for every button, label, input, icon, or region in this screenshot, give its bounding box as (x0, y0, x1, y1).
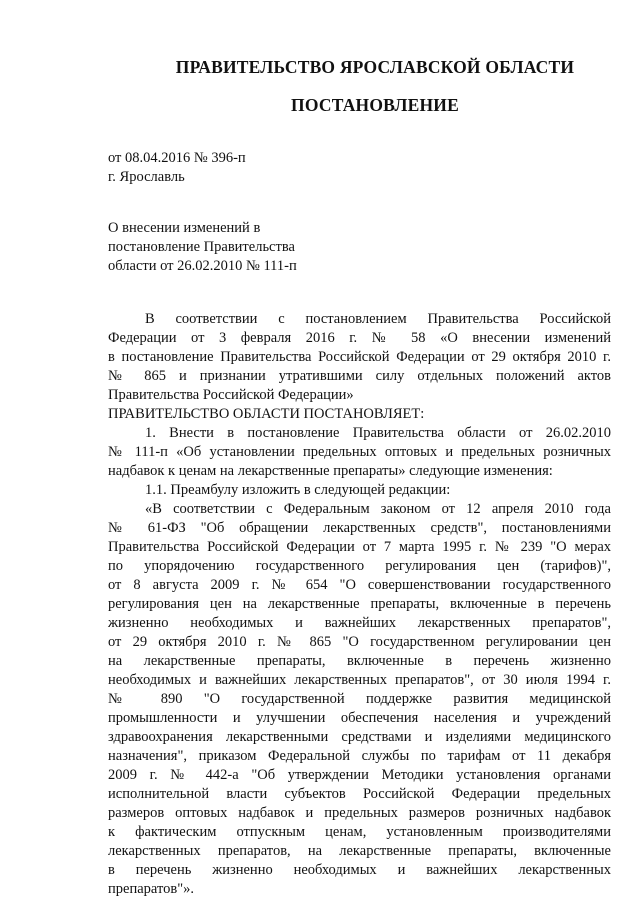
body-line: № 61-ФЗ "Об обращении лекарственных средств", постановлениями (108, 520, 611, 536)
document-type-title: ПОСТАНОВЛЕНИЕ (291, 95, 459, 115)
body-line: Федерации от 3 февраля 2016 г. № 58 «О внесении изменений (108, 330, 611, 346)
body-line: лекарственных препаратов, на лекарственные препараты, включенные (108, 843, 611, 859)
body-line: к фактическим отпускным ценам, установленным производителями (108, 824, 611, 840)
body-line: исполнительной власти субъектов Российской Федерации предельных (108, 786, 611, 802)
body-line: в перечень жизненно необходимых и важнейших лекарственных (108, 862, 611, 878)
body-line: № 865 и признании утратившими силу отдельных положений актов (108, 368, 611, 384)
body-line: в постановление Правительства Российской Федерации от 29 октября 2010 г. (108, 349, 611, 365)
body-line: В соответствии с постановлением Правительства Российской (145, 311, 611, 327)
subject-line: области от 26.02.2010 № 111-п (108, 258, 297, 274)
resolves-heading: ПРАВИТЕЛЬСТВО ОБЛАСТИ ПОСТАНОВЛЯЕТ: (108, 406, 425, 422)
body-line: 2009 г. № 442-а "Об утверждении Методики установления органами (108, 767, 611, 783)
subject-line: О внесении изменений в (108, 220, 261, 236)
document-city: г. Ярославль (108, 169, 185, 185)
body-line: назначения", приказом Федеральной службы по тарифам от 11 декабря (108, 748, 611, 764)
body-line: Правительства Российской Федерации» (108, 387, 354, 403)
body-line: препаратов"». (108, 881, 194, 897)
body-line: здравоохранения лекарственными средствами и изделиями медицинского (108, 729, 611, 745)
body-line: размеров оптовых надбавок и предельных размеров розничных надбавок (108, 805, 611, 821)
body-line: жизненно необходимых и важнейших лекарственных препаратов", (108, 615, 611, 631)
body-line: от 29 октября 2010 г. № 865 "О государственном регулировании цен (108, 634, 611, 650)
body-line: надбавок к ценам на лекарственные препараты» следующие изменения: (108, 463, 553, 479)
body-line: от 8 августа 2009 г. № 654 "О совершенствовании государственного (108, 577, 611, 593)
body-line: Правительства Российской Федерации от 7 марта 1995 г. № 239 "О мерах (108, 539, 611, 555)
body-line: по упорядочению государственного регулирования цен (тарифов)", (108, 558, 611, 574)
body-line: «В соответствии с Федеральным законом от 12 апреля 2010 года (145, 501, 611, 517)
body-line: промышленности и улучшении обеспечения населения и учреждений (108, 710, 611, 726)
document-date-number: от 08.04.2016 № 396-п (108, 150, 246, 166)
body-line: регулирования цен на лекарственные препараты, включенные в перечень (108, 596, 611, 612)
body-line: № 890 "О государственной поддержке развития медицинской (108, 691, 611, 707)
body-line: № 111-п «Об установлении предельных оптовых и предельных розничных (108, 444, 611, 460)
government-title: ПРАВИТЕЛЬСТВО ЯРОСЛАВСКОЙ ОБЛАСТИ (175, 57, 575, 77)
body-line: необходимых и важнейших лекарственных препаратов", от 30 июля 1994 г. (108, 672, 611, 688)
subject-line: постановление Правительства (108, 239, 295, 255)
body-line: 1. Внести в постановление Правительства области от 26.02.2010 (145, 425, 611, 441)
body-line: на лекарственные препараты, включенные в перечень жизненно (108, 653, 611, 669)
body-line: 1.1. Преамбулу изложить в следующей редакции: (145, 482, 451, 498)
